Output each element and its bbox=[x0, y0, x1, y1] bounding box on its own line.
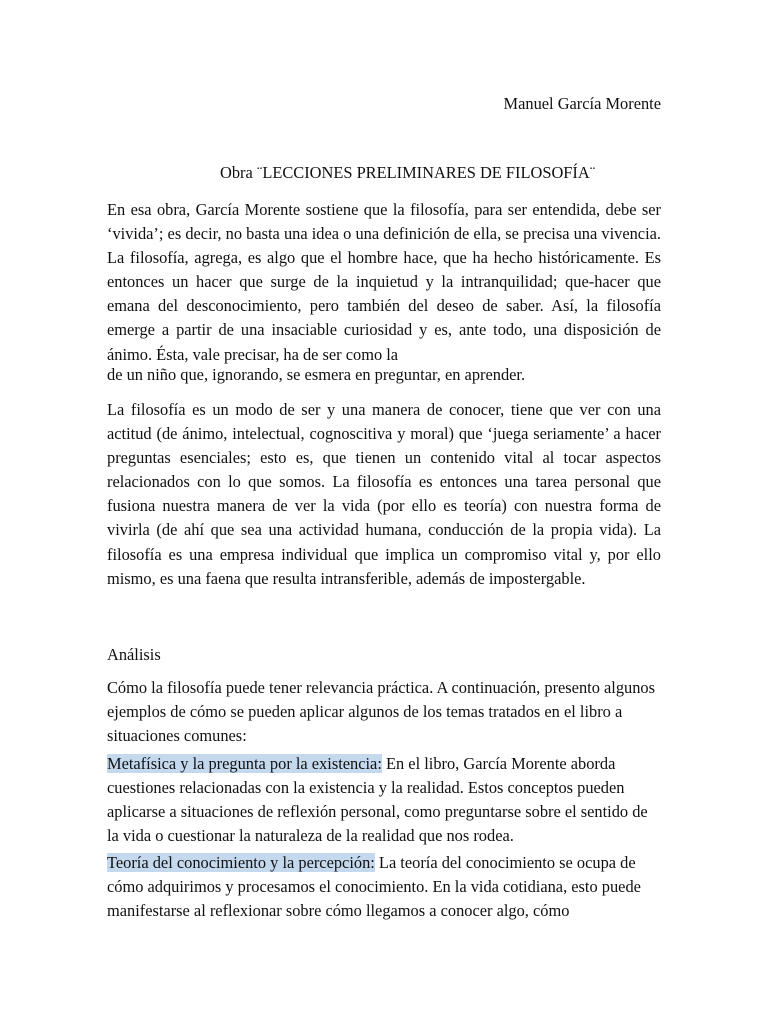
paragraph-intro-end: de un niño que, ignorando, se esmera en preguntar, en aprender. bbox=[107, 365, 526, 384]
analysis-heading: Análisis bbox=[107, 645, 161, 664]
topic-knowledge-heading: Teoría del conocimiento y la percepción: bbox=[107, 853, 375, 872]
author-name: Manuel García Morente bbox=[503, 94, 661, 113]
paragraph-knowledge-theory bbox=[107, 851, 661, 923]
paragraph-definition: La filosofía es un modo de ser y una manera de conocer, tiene que ver con una actitud (de ánimo, intelectual, cognoscitiva y moral) que ‘juega seriamente’ a hacer preguntas esenciales; esto es, que tienen un contenido vital al tocar aspectos relacionados con lo que somos. La filosofía es entonces una tarea personal que fusiona nuestra manera de ver la vida (por ello es teoría) con nuestra forma de vivirla (de ahí que sea una actividad humana, conducción de la propia vida). La filosofía es una empresa individual que implica un compromiso vital y, por ello mismo, es una faena que resulta intransferible, además de impostergable. bbox=[107, 400, 661, 588]
topic-metaphysics-text: En el libro, García Morente aborda cuestiones relacionadas con la existencia y la realidad. Estos conceptos pueden aplicarse a situaciones de reflexión personal, como preguntarse sobre el sentido de la vida o cuestionar la naturaleza de la realidad que nos rodea. bbox=[107, 754, 648, 846]
topic-knowledge-text: La teoría del conocimiento se ocupa de cómo adquirimos y procesamos el conocimiento. En la vida cotidiana, esto puede manifestarse al reflexionar sobre cómo llegamos a conocer algo, cómo bbox=[107, 853, 641, 921]
paragraph-metaphysics bbox=[107, 752, 661, 848]
paragraph-practical-relevance: Cómo la filosofía puede tener relevancia práctica. A continuación, presento algunos ejemplos de cómo se pueden aplicar algunos de los temas tratados en el libro a situaciones comunes: bbox=[107, 678, 655, 746]
paragraph-intro: En esa obra, García Morente sostiene que la filosofía, para ser entendida, debe ser ‘vivida’; es decir, no basta una idea o una definición de ella, se precisa una vivencia. La filosofía, agrega, es algo que el hombre hace, que ha hecho históricamente. Es entonces un hacer que surge de la inquietud y la intranquilidad; que-hacer que emana del desconocimiento, pero también del deseo de saber. Así, la filosofía emerge a partir de una insaciable curiosidad y es, ante todo, una disposición de ánimo. Ésta, vale precisar, ha de ser como la bbox=[107, 200, 661, 364]
work-title: Obra ¨LECCIONES PRELIMINARES DE FILOSOFÍA¨ bbox=[220, 163, 596, 182]
topic-metaphysics-heading: Metafísica y la pregunta por la existencia: bbox=[107, 754, 382, 773]
